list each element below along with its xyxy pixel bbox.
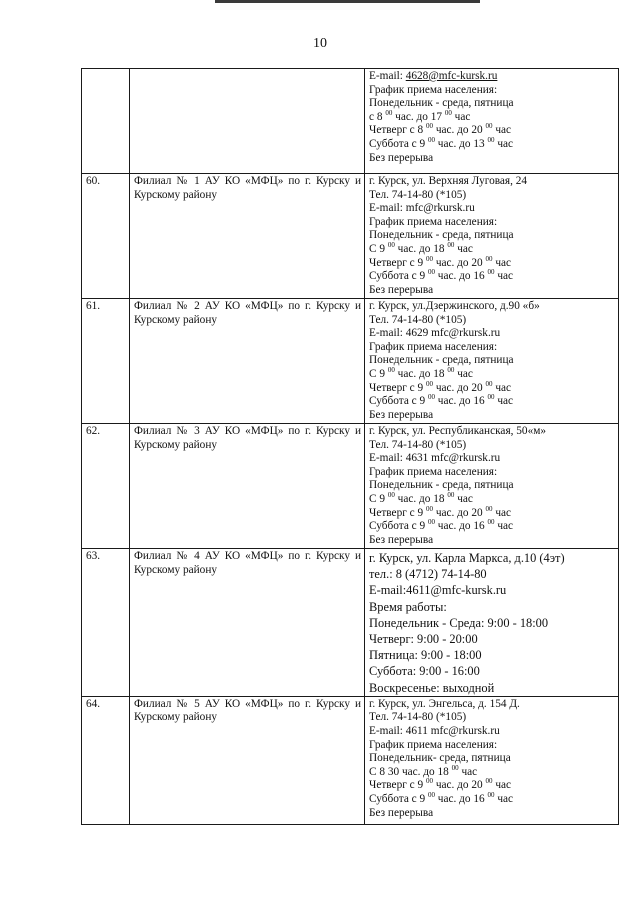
info-line xyxy=(369,354,615,368)
superscript-minutes: 00 xyxy=(426,379,433,388)
text-segment: час xyxy=(494,137,514,150)
text-segment: Воскресенье: выходной xyxy=(369,680,495,695)
row-number: 63. xyxy=(82,549,130,697)
superscript-minutes: 00 xyxy=(387,365,395,374)
text-segment: час xyxy=(494,520,514,533)
row-number xyxy=(82,69,130,174)
info-line xyxy=(369,202,615,216)
info-line xyxy=(369,725,615,739)
text-segment: Понедельник - среда, пятница xyxy=(369,354,514,367)
branch-name: Филиал № 1 АУ КО «МФЦ» по г. Курску и Курскому району xyxy=(130,174,365,299)
text-segment: С 9 xyxy=(369,492,388,505)
info-line xyxy=(369,615,615,631)
text-segment: Без перерыва xyxy=(369,408,434,421)
email-link[interactable]: 4628@mfc-kursk.ru xyxy=(405,70,498,82)
text-segment: час. до 16 xyxy=(434,270,488,283)
row-number: 64. xyxy=(82,696,130,824)
table-body xyxy=(82,69,619,825)
table-row xyxy=(82,299,619,424)
text-segment: тел.: 8 (4712) 74-14-80 xyxy=(369,567,487,582)
branch-name: Филиал № 5 АУ КО «МФЦ» по г. Курску и Курскому району xyxy=(130,696,365,824)
text-segment: E-mail: 4631 mfc@rkursk.ru xyxy=(369,452,501,465)
text-segment: г. Курск, ул.Дзержинского, д.90 «б» xyxy=(369,300,540,312)
table-row xyxy=(82,174,619,299)
info-line xyxy=(369,395,615,409)
text-segment: г. Курск, ул. Энгельса, д. 154 Д. xyxy=(369,697,520,710)
text-segment: час xyxy=(492,256,512,269)
text-segment: E-mail: 4611 mfc@rkursk.ru xyxy=(369,725,500,738)
info-line xyxy=(369,582,615,598)
superscript-minutes: 00 xyxy=(426,777,433,786)
info-line xyxy=(369,270,615,284)
info-line xyxy=(369,711,615,725)
text-segment: Понедельник - Среда: 9:00 - 18:00 xyxy=(369,615,549,630)
contact-schedule-cell xyxy=(365,69,619,174)
text-segment: г. Курск, ул. Карла Маркса, д.10 (4эт) xyxy=(369,551,565,565)
text-segment: Понедельник- среда, пятница xyxy=(369,752,511,765)
text-segment: Четверг с 9 xyxy=(369,506,426,519)
info-line xyxy=(369,752,615,766)
text-segment: час. до 16 xyxy=(434,792,488,805)
table-row xyxy=(82,549,619,697)
info-line xyxy=(369,663,615,679)
text-segment: час. до 20 xyxy=(433,381,486,394)
info-line xyxy=(369,452,615,466)
row-number: 60. xyxy=(82,174,130,299)
branch-name: Филиал № 3 АУ КО «МФЦ» по г. Курску и Курскому району xyxy=(130,424,365,549)
superscript-minutes: 00 xyxy=(451,763,459,772)
text-segment: Без перерыва xyxy=(369,283,434,296)
text-segment: час xyxy=(451,110,471,123)
info-line xyxy=(369,229,615,243)
superscript-minutes: 00 xyxy=(485,254,493,263)
info-line xyxy=(369,97,615,111)
info-line xyxy=(369,479,615,493)
text-segment: Суббота с 9 xyxy=(369,137,428,150)
text-segment: час. до 20 xyxy=(433,779,486,792)
superscript-minutes: 00 xyxy=(444,108,452,117)
text-segment: час. до 16 xyxy=(434,520,488,533)
text-segment: час xyxy=(454,242,473,255)
text-segment: Понедельник - среда, пятница xyxy=(369,97,514,110)
info-line xyxy=(369,599,615,615)
info-line xyxy=(369,175,615,189)
text-segment: Понедельник - среда, пятница xyxy=(369,229,514,242)
superscript-minutes: 00 xyxy=(487,790,495,799)
superscript-minutes: 00 xyxy=(387,240,395,249)
superscript-minutes: 00 xyxy=(447,365,455,374)
superscript-minutes: 00 xyxy=(385,108,393,117)
info-line xyxy=(369,135,615,152)
superscript-minutes: 00 xyxy=(485,122,493,131)
info-line xyxy=(369,807,615,821)
text-segment: час. до 20 xyxy=(433,506,486,519)
contact-schedule-cell xyxy=(365,174,619,299)
text-segment: График приема населения: xyxy=(369,215,498,228)
info-line xyxy=(369,534,615,548)
contact-schedule-cell xyxy=(365,549,619,697)
info-line xyxy=(369,647,615,663)
contact-schedule-cell xyxy=(365,299,619,424)
text-segment: час xyxy=(494,792,514,805)
text-segment: Суббота с 9 xyxy=(369,520,428,533)
info-line xyxy=(369,550,615,566)
text-segment: Суббота с 9 xyxy=(369,395,428,408)
info-line xyxy=(369,425,615,439)
text-segment: час. до 17 xyxy=(392,110,445,123)
text-segment: Тел. 74-14-80 (*105) xyxy=(369,188,467,201)
text-segment: Тел. 74-14-80 (*105) xyxy=(369,313,467,326)
info-line xyxy=(369,466,615,480)
superscript-minutes: 00 xyxy=(447,490,455,499)
row-number: 62. xyxy=(82,424,130,549)
info-line xyxy=(369,216,615,230)
text-segment: E-mail: 4629 mfc@rkursk.ru xyxy=(369,327,501,340)
superscript-minutes: 00 xyxy=(485,777,493,786)
superscript-minutes: 00 xyxy=(487,518,495,527)
text-segment: Четверг с 9 xyxy=(369,779,426,792)
text-segment: E-mail:4611@mfc-kursk.ru xyxy=(369,583,507,598)
info-line xyxy=(369,698,615,712)
mfc-branches-table xyxy=(81,68,619,825)
info-line xyxy=(369,739,615,753)
text-segment: с 8 xyxy=(369,110,386,123)
text-segment: час. до 20 xyxy=(433,256,486,269)
text-segment: Пятница: 9:00 - 18:00 xyxy=(369,648,482,663)
text-segment: час. до 18 xyxy=(394,242,448,255)
text-segment: час xyxy=(454,492,473,505)
text-segment: час xyxy=(492,124,512,137)
superscript-minutes: 00 xyxy=(387,490,395,499)
text-segment: Время работы: xyxy=(369,599,447,614)
text-segment: Суббота: 9:00 - 16:00 xyxy=(369,664,480,679)
superscript-minutes: 00 xyxy=(426,254,433,263)
text-segment: Тел. 74-14-80 (*105) xyxy=(369,438,467,451)
info-line xyxy=(369,70,615,84)
text-segment: час. до 18 xyxy=(394,492,448,505)
text-segment: Четверг с 8 xyxy=(369,124,426,137)
text-segment: Суббота с 9 xyxy=(369,270,428,283)
branch-name xyxy=(130,69,365,174)
row-number: 61. xyxy=(82,299,130,424)
info-line xyxy=(369,680,615,696)
text-segment: час xyxy=(492,381,512,394)
info-line xyxy=(369,284,615,298)
text-segment: Понедельник - среда, пятница xyxy=(369,479,514,492)
info-line xyxy=(369,84,615,98)
text-segment: E-mail: xyxy=(369,70,406,82)
info-line xyxy=(369,790,615,807)
superscript-minutes: 00 xyxy=(427,790,435,799)
text-segment: г. Курск, ул. Верхняя Луговая, 24 xyxy=(369,175,528,187)
info-line xyxy=(369,152,615,166)
contact-schedule-cell xyxy=(365,424,619,549)
text-segment: час xyxy=(494,395,514,408)
text-segment: час xyxy=(492,779,512,792)
superscript-minutes: 00 xyxy=(427,135,435,144)
info-line xyxy=(369,341,615,355)
text-segment: Четверг с 9 xyxy=(369,256,426,269)
superscript-minutes: 00 xyxy=(447,240,455,249)
page-number: 10 xyxy=(313,36,327,51)
branch-name: Филиал № 2 АУ КО «МФЦ» по г. Курску и Курскому району xyxy=(130,299,365,424)
text-segment: час. до 20 xyxy=(433,124,486,137)
table-row xyxy=(82,696,619,824)
superscript-minutes: 00 xyxy=(485,379,493,388)
text-segment: E-mail: mfc@rkursk.ru xyxy=(369,202,475,215)
info-line xyxy=(369,189,615,203)
text-segment: Без перерыва xyxy=(369,151,434,164)
text-segment: час xyxy=(454,367,473,380)
info-line xyxy=(369,409,615,423)
superscript-minutes: 00 xyxy=(487,393,495,402)
info-line xyxy=(369,439,615,453)
text-segment: Четверг: 9:00 - 20:00 xyxy=(369,632,478,647)
text-segment: Без перерыва xyxy=(369,533,434,546)
info-line xyxy=(369,314,615,328)
text-segment: Суббота с 9 xyxy=(369,792,428,805)
text-segment: час xyxy=(458,765,478,778)
text-segment: С 8 30 час. до 18 xyxy=(369,765,452,778)
superscript-minutes: 00 xyxy=(427,393,435,402)
superscript-minutes: 00 xyxy=(485,504,493,513)
contact-schedule-cell xyxy=(365,696,619,824)
branch-name: Филиал № 4 АУ КО «МФЦ» по г. Курску и Курскому району xyxy=(130,549,365,697)
info-line xyxy=(369,300,615,314)
superscript-minutes: 00 xyxy=(487,268,495,277)
superscript-minutes: 00 xyxy=(487,135,495,144)
text-segment: С 9 xyxy=(369,367,388,380)
info-line xyxy=(369,327,615,341)
info-line xyxy=(369,520,615,534)
text-segment: График приема населения: xyxy=(369,738,498,751)
table-row xyxy=(82,69,619,174)
superscript-minutes: 00 xyxy=(426,504,433,513)
superscript-minutes: 00 xyxy=(426,122,433,131)
superscript-minutes: 00 xyxy=(427,518,435,527)
text-segment: График приема населения: xyxy=(369,83,498,96)
text-segment: час. до 13 xyxy=(434,137,488,150)
text-segment: Без перерыва xyxy=(369,806,434,819)
scan-edge-mark xyxy=(215,0,480,3)
text-segment: час. до 18 xyxy=(394,367,448,380)
text-segment: час. до 16 xyxy=(434,395,488,408)
text-segment: час xyxy=(494,270,514,283)
text-segment: С 9 xyxy=(369,242,388,255)
table-row xyxy=(82,424,619,549)
text-segment: Тел. 74-14-80 (*105) xyxy=(369,711,467,724)
info-line xyxy=(369,631,615,647)
text-segment: г. Курск, ул. Республиканская, 50«м» xyxy=(369,425,547,437)
text-segment: График приема населения: xyxy=(369,465,498,478)
text-segment: Четверг с 9 xyxy=(369,381,426,394)
text-segment: График приема населения: xyxy=(369,340,498,353)
superscript-minutes: 00 xyxy=(427,268,435,277)
text-segment: час xyxy=(492,506,512,519)
info-line xyxy=(369,566,615,582)
